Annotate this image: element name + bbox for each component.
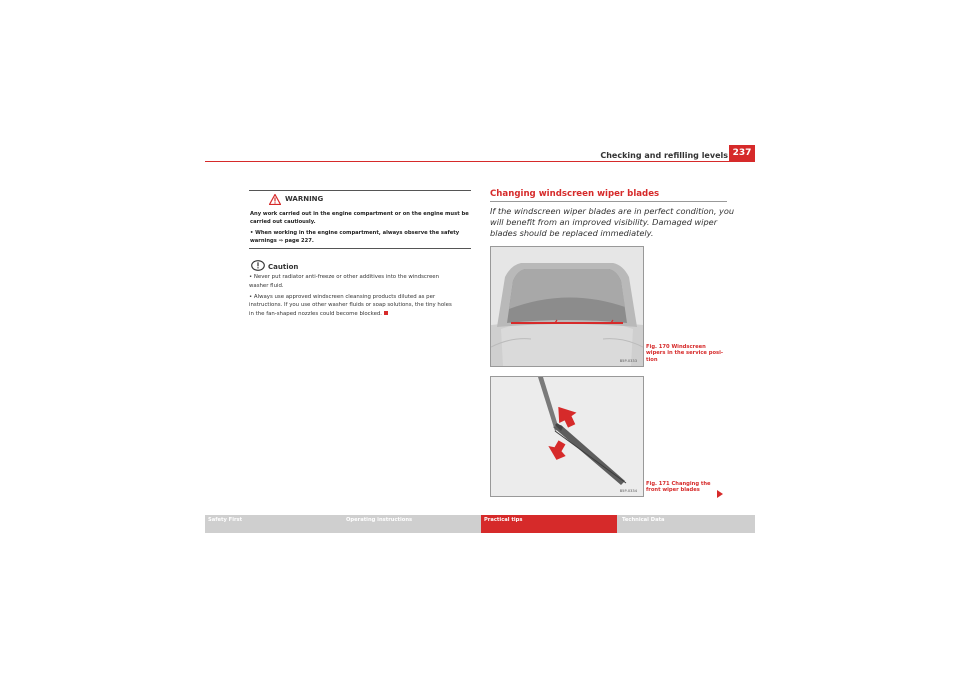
caption-line: Fig. 171 Changing the bbox=[646, 481, 711, 487]
warning-title: WARNING bbox=[285, 195, 324, 203]
caution-text-line-last bbox=[249, 311, 388, 318]
footer-navigation bbox=[205, 515, 755, 533]
intro-text-line: will benefit from an improved visibility. Damaged wiper bbox=[490, 217, 718, 227]
warning-text-line: carried out cautiously. bbox=[250, 219, 316, 225]
caption-line: front wiper blades bbox=[646, 487, 700, 494]
caution-title: Caution bbox=[268, 263, 299, 271]
caption-line: tion bbox=[646, 356, 658, 363]
caption-line: wipers in the service posi- bbox=[646, 350, 724, 357]
footer-tab-practical-tips[interactable]: Practical tips bbox=[481, 515, 617, 533]
warning-text-line: • When working in the engine compartment, always observe the safety bbox=[250, 230, 460, 236]
car-windscreen-illustration bbox=[491, 247, 643, 366]
warning-text-line: warnings ⇒ page 227. bbox=[250, 238, 314, 244]
figure-windscreen-service-position bbox=[490, 246, 644, 367]
caution-text-line: in the fan-shaped nozzles could become blocked. bbox=[249, 311, 383, 317]
running-header-title: Checking and refilling levels bbox=[600, 151, 728, 160]
intro-text-line: If the windscreen wiper blades are in perfect condition, you bbox=[490, 206, 735, 216]
figure-caption bbox=[646, 481, 711, 494]
header-divider bbox=[205, 161, 755, 162]
caution-text-line: instructions. If you use other washer fluids or soap solutions, the tiny holes bbox=[249, 302, 452, 308]
section-title: Changing windscreen wiper blades bbox=[490, 189, 660, 199]
caution-text-line: washer fluid. bbox=[249, 283, 284, 289]
wiper-blade-illustration bbox=[491, 377, 643, 496]
footer-tab-technical-data[interactable]: Technical Data bbox=[622, 517, 665, 523]
figure-code: B5P-0333 bbox=[619, 359, 637, 363]
caution-text-line: • Always use approved windscreen cleansing products diluted as per bbox=[249, 294, 436, 300]
page-number: 237 bbox=[729, 145, 755, 162]
caution-text-line: • Never put radiator anti-freeze or other additives into the windscreen bbox=[249, 274, 440, 280]
warning-text-line: Any work carried out in the engine compartment or on the engine must be bbox=[250, 211, 469, 217]
warning-header bbox=[249, 194, 471, 205]
continue-arrow-icon bbox=[717, 490, 723, 498]
intro-text-line: blades should be replaced immediately. bbox=[490, 228, 654, 238]
figure-code: B5P-0334 bbox=[619, 489, 637, 493]
caution-header bbox=[249, 260, 349, 272]
warning-triangle-icon bbox=[269, 194, 281, 205]
footer-tab-safety-first[interactable]: Safety First bbox=[208, 517, 243, 523]
end-of-section-marker bbox=[384, 311, 388, 315]
figure-changing-wiper-blades bbox=[490, 376, 644, 497]
caption-line: Fig. 170 Windscreen bbox=[646, 344, 706, 350]
footer-tab-operating-instructions[interactable]: Operating instructions bbox=[346, 517, 413, 523]
figure-caption bbox=[646, 344, 723, 363]
caution-exclamation-icon bbox=[251, 260, 265, 271]
section-divider bbox=[490, 201, 727, 202]
warning-box bbox=[249, 190, 471, 249]
